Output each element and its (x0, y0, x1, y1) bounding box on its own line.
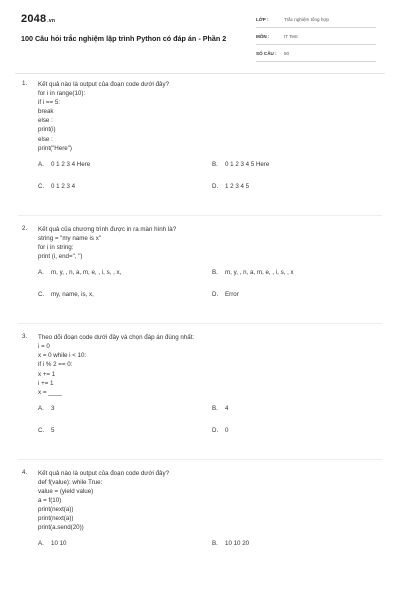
question-prompt: Kết quả của chương trình được in ra màn hình là? (38, 225, 177, 233)
code-line: if i % 2 == 0: (38, 361, 73, 369)
option-text: 3 (51, 404, 55, 412)
code-line: for i in range(10): (38, 90, 86, 98)
option-key: A. (38, 160, 44, 168)
answer-option[interactable] (38, 540, 66, 547)
option-key: B. (212, 540, 218, 548)
page-title: 100 Câu hỏi trắc nghiệm lập trình Python có đáp án - Phần 2 (21, 34, 227, 43)
option-key: A. (38, 269, 44, 277)
question-4 (22, 469, 382, 595)
code-line: i += 1 (38, 379, 54, 387)
exam-meta (256, 14, 376, 65)
answer-option[interactable] (38, 161, 90, 168)
meta-key: SỐ CÂU : (256, 51, 277, 56)
meta-value: IT Test (284, 34, 298, 39)
code-line: string = "my name is x" (38, 234, 102, 242)
code-line: print(i) (38, 126, 56, 134)
answer-option[interactable] (212, 161, 269, 168)
code-line: x = 0 while i < 10: (38, 352, 87, 360)
option-key: D. (212, 182, 219, 190)
meta-value: 50 (284, 51, 290, 56)
option-text: 1 2 3 4 5 (225, 182, 250, 190)
option-text: 0 1 2 3 4 5 Here (225, 160, 270, 168)
option-text: my, name, is, x, (51, 291, 94, 299)
code-line: else : (38, 135, 53, 143)
option-text: 0 1 2 3 4 Here (51, 160, 91, 168)
answer-options (38, 405, 382, 459)
question-text (38, 80, 382, 153)
question-prompt: Kết quả nào là output của đoạn code dưới đây? (38, 469, 170, 477)
option-key: C. (38, 426, 45, 434)
question-text (38, 333, 382, 397)
answer-options (38, 161, 382, 215)
code-line: x = ____ (38, 388, 62, 396)
answer-option[interactable] (38, 269, 121, 276)
code-line: i = 0 (38, 343, 50, 351)
meta-row-count (256, 48, 376, 62)
code-line: x += 1 (38, 370, 56, 378)
answer-option[interactable] (38, 427, 54, 434)
code-line: value = (yield value) (38, 487, 94, 495)
question-separator (18, 459, 382, 460)
option-key: B. (212, 404, 218, 412)
code-line: else : (38, 117, 53, 125)
option-text: m, y, , n, a, m, e, , i, s, , x (225, 269, 294, 277)
meta-row-subject (256, 31, 376, 45)
option-key: B. (212, 269, 218, 277)
meta-row-class (256, 14, 376, 28)
answer-option[interactable] (212, 427, 228, 434)
option-key: A. (38, 404, 44, 412)
question-number: 4. (22, 468, 28, 476)
option-text: 0 (225, 426, 229, 434)
header-divider (15, 73, 385, 74)
question-list (0, 80, 400, 594)
logo-text: 2048 (21, 13, 47, 25)
option-key: C. (38, 291, 45, 299)
meta-value: Trắc nghiệm tổng hợp (284, 17, 329, 22)
code-line: print (i, end=", ") (38, 253, 83, 261)
site-logo[interactable] (21, 13, 55, 25)
question-prompt: Theo dõi đoạn code dưới đây và chọn đáp án đúng nhất: (38, 334, 195, 342)
option-text: m, y, , n, a, m, e, , i, s, , x, (51, 269, 122, 277)
answer-option[interactable] (38, 291, 94, 298)
option-key: B. (212, 160, 218, 168)
code-line: print("Here") (38, 144, 72, 152)
code-line: print(next(a)) (38, 506, 74, 514)
option-text: 4 (225, 404, 229, 412)
question-number: 1. (22, 80, 28, 87)
question-text (38, 469, 382, 533)
option-key: D. (212, 426, 219, 434)
answer-option[interactable] (212, 183, 249, 190)
question-2 (22, 225, 382, 323)
question-text (38, 225, 382, 261)
question-number: 3. (22, 333, 28, 341)
answer-option[interactable] (212, 269, 294, 276)
question-3 (22, 333, 382, 459)
option-text: 0 1 2 3 4 (51, 182, 76, 190)
code-line: def f(value): while True: (38, 478, 103, 486)
question-separator (18, 215, 382, 216)
question-prompt: Kết quả nào là output của đoạn code dưới đây? (38, 81, 170, 88)
option-key: D. (212, 291, 219, 299)
option-text: 10 10 20 (225, 540, 250, 548)
answer-option[interactable] (38, 183, 75, 190)
code-line: print(next(a)) (38, 515, 74, 523)
option-key: C. (38, 182, 45, 190)
code-line: if i == 5: (38, 99, 61, 107)
question-number: 2. (22, 224, 28, 232)
option-text: 10 10 (51, 540, 67, 548)
answer-option[interactable] (38, 405, 54, 412)
code-line: for i in string: (38, 243, 74, 251)
answer-options (38, 540, 382, 594)
answer-option[interactable] (212, 291, 239, 298)
option-key: A. (38, 540, 44, 548)
code-line: print(a.send(20)) (38, 524, 84, 532)
option-text: Error (225, 291, 239, 299)
question-1 (22, 80, 382, 215)
code-line: a = f(10) (38, 497, 62, 505)
option-text: 5 (51, 426, 55, 434)
answer-option[interactable] (212, 405, 228, 412)
question-separator (18, 323, 382, 324)
code-line: break (38, 108, 54, 116)
meta-key: LỚP : (256, 17, 269, 22)
answer-option[interactable] (212, 540, 249, 547)
header (0, 0, 400, 70)
answer-options (38, 269, 382, 323)
meta-key: MÔN : (256, 34, 270, 39)
logo-suffix: .vn (47, 18, 56, 24)
